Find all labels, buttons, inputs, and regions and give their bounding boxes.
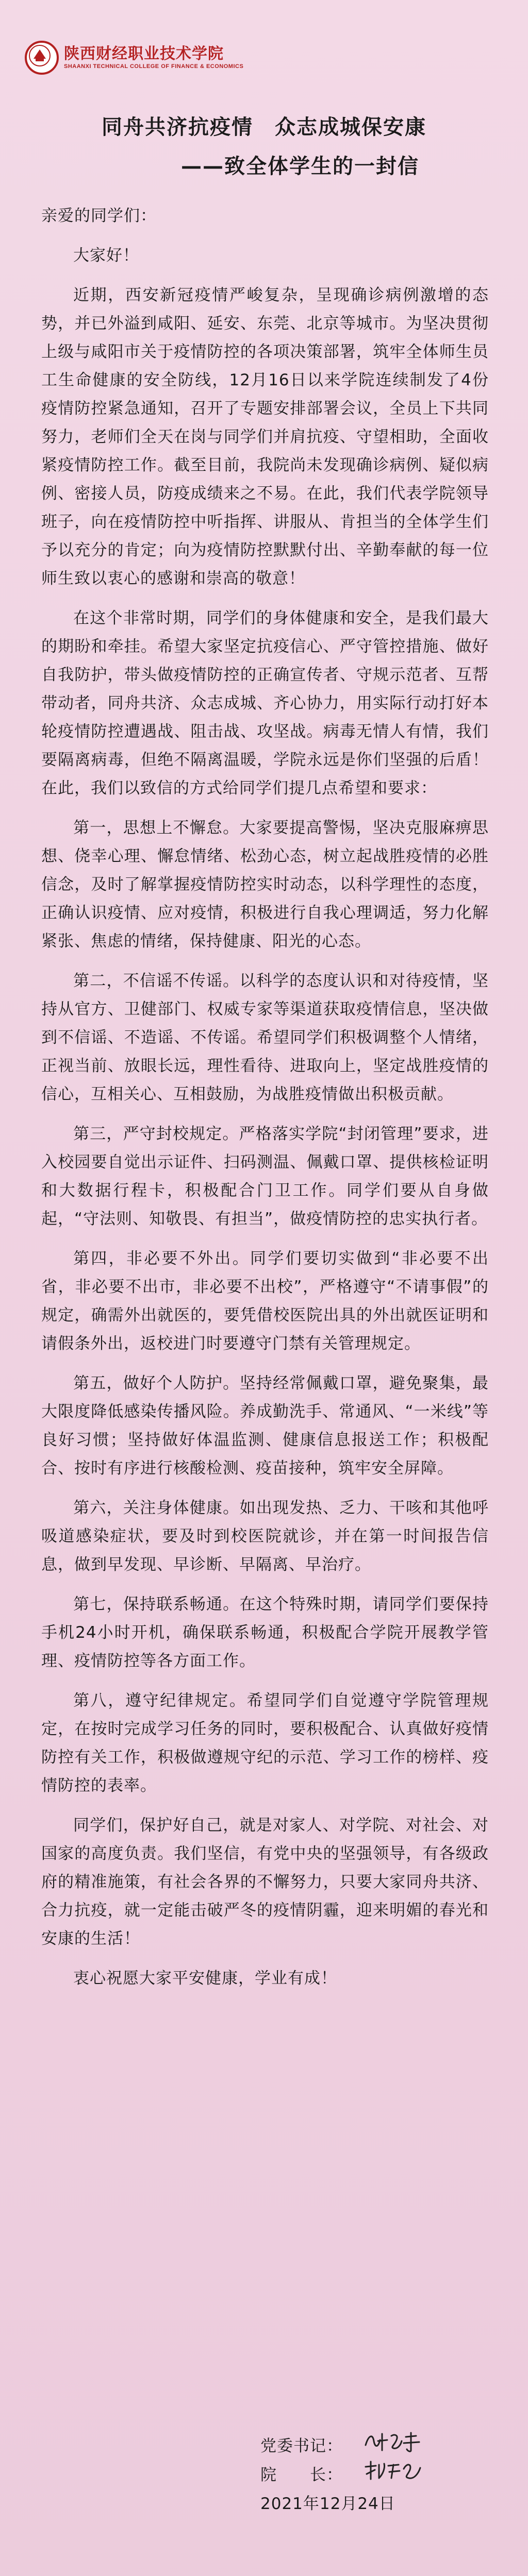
president-label: 院 长： <box>260 2466 343 2484</box>
paragraph: 第七，保持联系畅通。在这个特殊时期，请同学们要保持手机24小时开机，确保联系畅通，积极配合学院开展教学管理、疫情防控等各方面工作。 <box>41 1595 489 1670</box>
school-header <box>25 42 334 73</box>
paragraph: 第三，严守封校规定。严格落实学院“封闭管理”要求，进入校园要自觉出示证件、扫码测温、佩戴口罩、提供核检证明和大数据行程卡，积极配合门卫工作。同学们要从自身做起，“守法则、知敬畏、有担当”，做疫情防控的忠实执行者。 <box>41 1125 489 1228</box>
signature-date: 2021年12月24日 <box>260 2495 395 2513</box>
letter-title: 同舟共济抗疫情 众志成城保安康 <box>102 115 426 139</box>
paragraph: 第四，非必要不外出。同学们要切实做到“非必要不出省，非必要不出市，非必要不出校”，严格遵守“不请事假”的规定，确需外出就医的，要凭借校医院出具的外出就医证明和请假条外出，返校进门时要遵守门禁有关管理规定。 <box>41 1249 489 1353</box>
paragraph: 在这个非常时期，同学们的身体健康和安全，是我们最大的期盼和牵挂。希望大家坚定抗疫信心、严守管控措施、做好自我防护，带头做疫情防控的正确宣传者、守规示范者、互帮带动者，同舟共济、众志成城、齐心协力，用实际行动打好本轮疫情防控遭遇战、阻击战、攻坚战。病毒无情人有情，我们要隔离病毒，但绝不隔离温暖，学院永远是你们坚强的后盾！在此，我们以致信的方式给同学们提几点希望和要求： <box>41 609 489 798</box>
president-signature <box>362 2459 424 2492</box>
paragraph: 第八，遵守纪律规定。希望同学们自觉遵守学院管理规定，在按时完成学习任务的同时，要积极配合、认真做好疫情防控有关工作，积极做遵规守纪的示范、学习工作的榜样、疫情防控的表率。 <box>41 1691 489 1795</box>
president-row <box>260 2461 477 2489</box>
paragraph: 近期，西安新冠疫情严峻复杂，呈现确诊病例激增的态势，并已外溢到咸阳、延安、东莞、北京等城市。为坚决贯彻上级与咸阳市关于疫情防控的各项决策部署，筑牢全体师生员工生命健康的安全防线，12月16日以来学院连续制发了4份疫情防控紧急通知，召开了专题安排部署会议，全员上下共同努力，老师们全天在岗与同学们并肩抗疫、守望相助，全面收紧疫情防控工作。截至目前，我院尚未发现确诊病例、疑似病例、密接人员，防疫成绩来之不易。在此，我们代表学院领导班子，向在疫情防控中听指挥、讲服从、肯担当的全体学生们予以充分的肯定；向为疫情防控默默付出、辛勤奉献的每一位师生致以衷心的感谢和崇高的敬意！ <box>41 286 489 588</box>
letter-body <box>41 202 489 2004</box>
party-secretary-row <box>260 2432 477 2461</box>
paragraph: 第二，不信谣不传谣。以科学的态度认识和对待疫情，坚持从官方、卫健部门、权威专家等渠道获取疫情信息，坚决做到不信谣、不造谣、不传谣。希望同学们积极调整个人情绪，正视当前、放眼长远，理性看待、进取向上，坚定战胜疫情的信心，互相关心、互相鼓励，为战胜疫情做出积极贡献。 <box>41 972 489 1104</box>
hello-line: 大家好！ <box>73 246 139 265</box>
paragraph: 第六，关注身体健康。如出现发热、乏力、干咳和其他呼吸道感染症状，要及时到校医院就诊，并在第一时间报告信息，做到早发现、早诊断、早隔离、早治疗。 <box>41 1499 489 1574</box>
school-logo-icon <box>25 41 59 75</box>
paragraph: 第一，思想上不懈怠。大家要提高警惕，坚决克服麻痹思想、侥幸心理、懈怠情绪、松劲心态，树立起战胜疫情的必胜信念，及时了解掌握疫情防控实时动态，以科学理性的态度，正确认识疫情、应对疫情，积极进行自我心理调适，努力化解紧张、焦虑的情绪，保持健康、阳光的心态。 <box>41 819 489 951</box>
paragraph: 第五，做好个人防护。坚持经常佩戴口罩，避免聚集，最大限度降低感染传播风险。养成勤洗手、常通风、“一米线”等良好习惯；坚持做好体温监测、健康信息报送工作；积极配合、按时有序进行核酸检测、疫苗接种，筑牢安全屏障。 <box>41 1374 489 1478</box>
letter-subtitle: ——致全体学生的一封信 <box>181 155 419 178</box>
paragraph: 同学们，保护好自己，就是对家人、对学院、对社会、对国家的高度负责。我们坚信，有党中央的坚强领导，有各级政府的精准施策，有社会各界的不懈努力，只要大家同舟共济、合力抗疫，就一定能击破严冬的疫情阴霾，迎来明媚的春光和安康的生活！ <box>41 1816 489 1948</box>
school-name-cn: 陕西财经职业技术学院 <box>64 45 224 63</box>
party-secretary-label: 党委书记： <box>260 2437 343 2455</box>
closing-wish: 衷心祝愿大家平安健康，学业有成！ <box>73 1969 337 1988</box>
party-secretary-signature <box>362 2430 424 2463</box>
school-name-en: SHAANXI TECHNICAL COLLEGE OF FINANCE & ECONOMICS <box>64 63 244 70</box>
signature-block <box>260 2432 477 2518</box>
greeting: 亲爱的同学们： <box>41 207 157 225</box>
